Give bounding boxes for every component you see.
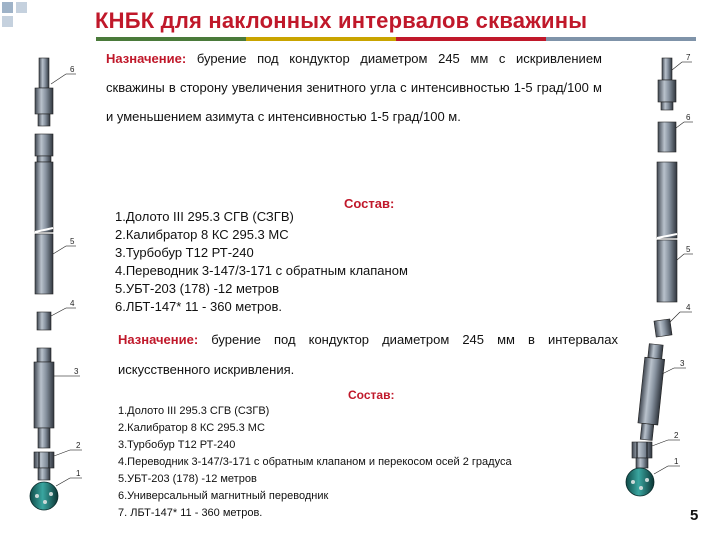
composition-heading-2: Состав: — [348, 388, 395, 402]
drill-collar-part — [37, 156, 51, 162]
composition-list-2 — [118, 403, 512, 522]
svg-text:6: 6 — [686, 113, 691, 122]
purpose-paragraph-1 — [106, 44, 602, 131]
bha-diagram-right — [620, 54, 696, 516]
list-item: 3.Турбобур Т12 РТ-240 — [118, 439, 236, 451]
drill-bit-body — [30, 482, 58, 510]
drill-collar-part — [35, 134, 53, 156]
part-label-4 — [670, 303, 692, 322]
svg-text:4: 4 — [686, 303, 691, 312]
magnetic-sub-part — [658, 122, 676, 152]
corner-decoration — [2, 2, 28, 28]
drill-bit-cutter — [43, 500, 47, 504]
drill-bit-cutter — [645, 478, 649, 482]
composition-heading-1: Состав: — [344, 196, 395, 211]
purpose-paragraph-2 — [118, 325, 618, 385]
svg-text:4: 4 — [70, 299, 75, 308]
purpose-keyword: Назначение: — [106, 51, 187, 66]
part-label-3 — [54, 367, 80, 376]
turbodrill-part — [640, 423, 654, 440]
list-item: 2.Калибратор 8 КС 295.3 МС — [118, 422, 265, 434]
purpose-text: бурение под кондуктор диаметром 245 мм с искривлением скважины в сторону увеличения зенитного угла с интенсивностью 1-5 град/100 м и уменьшением азимута с интенсивностью 1-5 град/100 м. — [106, 51, 602, 124]
slide-title: КНБК для наклонных интервалов скважины — [95, 8, 588, 33]
turbodrill-part — [638, 357, 665, 425]
title-underline — [96, 37, 696, 41]
calibrator-part — [38, 468, 50, 480]
drill-pipe-part — [661, 102, 673, 110]
composition-list-1 — [115, 208, 408, 316]
title-underline-segment — [96, 37, 246, 41]
svg-text:6: 6 — [70, 65, 75, 74]
svg-text:3: 3 — [74, 367, 79, 376]
drill-collar-part — [35, 162, 53, 232]
part-label-7 — [672, 54, 692, 70]
list-item: 5.УБТ-203 (178) -12 метров — [118, 473, 257, 485]
list-item: 4.Переводник 3-147/3-171 с обратным клапаном и перекосом осей 2 градуса — [118, 456, 512, 468]
calibrator-part — [632, 442, 652, 458]
svg-text:2: 2 — [674, 431, 679, 440]
svg-text:2: 2 — [76, 441, 81, 450]
turbodrill-part — [38, 428, 50, 448]
drill-bit-cutter — [35, 494, 39, 498]
drill-pipe-part — [35, 88, 53, 114]
svg-text:3: 3 — [680, 359, 685, 368]
part-label-5 — [677, 245, 693, 260]
svg-text:5: 5 — [70, 237, 75, 246]
drill-pipe-part — [39, 58, 49, 88]
title-underline-segment — [246, 37, 396, 41]
purpose-text: бурение под кондуктор диаметром 245 мм в интервалах искусственного искривления. — [118, 332, 619, 377]
part-label-2 — [652, 431, 680, 446]
calibrator-part — [34, 452, 54, 468]
part-label-2 — [54, 441, 82, 456]
drill-collar-part — [35, 234, 53, 294]
page-number: 5 — [690, 507, 699, 524]
part-label-1 — [654, 457, 680, 474]
part-label-4 — [51, 299, 76, 316]
title-underline-segment — [396, 37, 546, 41]
drill-bit-cutter — [49, 492, 53, 496]
list-item: 6.ЛБТ-147* 11 - 360 метров. — [115, 299, 282, 314]
part-label-5 — [53, 237, 76, 254]
calibrator-part — [636, 458, 648, 468]
drill-bit-cutter — [631, 480, 635, 484]
part-label-6 — [676, 113, 693, 128]
bent-sub-part — [654, 319, 672, 337]
svg-text:7: 7 — [686, 54, 691, 62]
list-item: 1.Долото III 295.3 СГВ (СЗГВ) — [118, 405, 270, 417]
part-label-1 — [56, 469, 82, 486]
drill-collar-part — [657, 240, 677, 302]
svg-text:1: 1 — [76, 469, 81, 478]
bha-diagram-left — [24, 54, 94, 516]
bha-diagram-left-svg — [24, 54, 94, 516]
turbodrill-part — [648, 344, 663, 359]
drill-pipe-part — [38, 114, 50, 126]
drill-pipe-part — [658, 80, 676, 102]
list-item: 7. ЛБТ-147* 11 - 360 метров. — [118, 507, 263, 519]
purpose-keyword: Назначение: — [118, 332, 199, 347]
sub-part — [37, 312, 51, 330]
title-underline-segment — [546, 37, 696, 41]
list-item: 5.УБТ-203 (178) -12 метров — [115, 281, 280, 296]
part-label-3 — [662, 359, 686, 374]
drill-collar-part — [657, 162, 677, 238]
svg-text:5: 5 — [686, 245, 691, 254]
turbodrill-tilted — [636, 343, 666, 441]
svg-text:1: 1 — [674, 457, 679, 466]
drill-bit-body — [626, 468, 654, 496]
part-label-6 — [51, 65, 76, 84]
turbodrill-part — [34, 362, 54, 428]
list-item: 2.Калибратор 8 КС 295.3 МС — [115, 227, 289, 242]
list-item: 3.Турбобур Т12 РТ-240 — [115, 245, 254, 260]
drill-pipe-part — [662, 58, 672, 80]
turbodrill-part — [37, 348, 51, 362]
drill-bit-cutter — [639, 486, 643, 490]
list-item: 4.Переводник 3-147/3-171 с обратным клапаном — [115, 263, 408, 278]
list-item: 1.Долото III 295.3 СГВ (СЗГВ) — [115, 209, 294, 224]
bha-diagram-right-svg — [620, 54, 696, 516]
list-item: 6.Универсальный магнитный переводник — [118, 490, 329, 502]
